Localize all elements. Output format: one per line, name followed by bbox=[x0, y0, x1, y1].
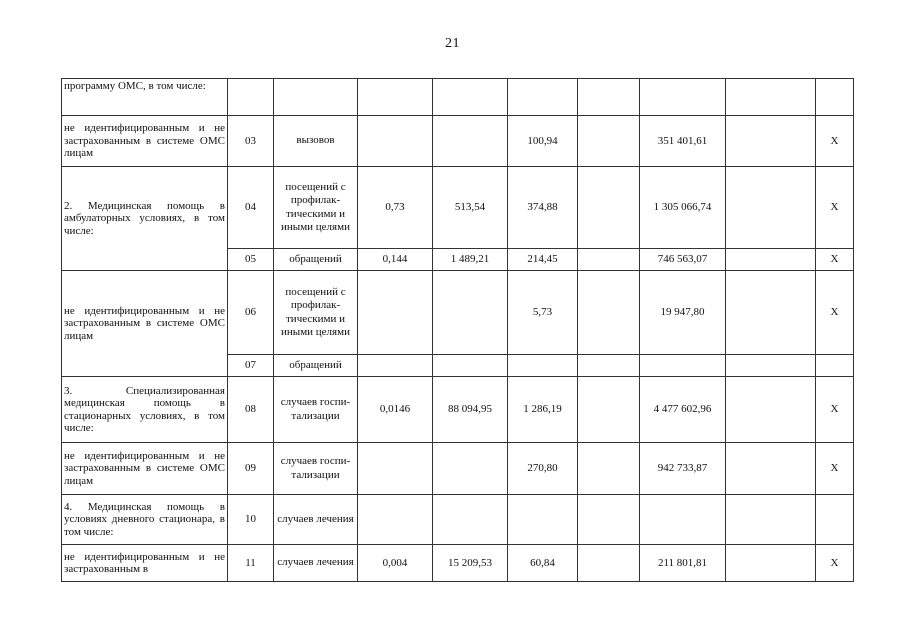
cell: 513,54 bbox=[433, 167, 508, 249]
cell bbox=[508, 495, 578, 545]
row-code: 11 bbox=[228, 545, 274, 582]
data-table bbox=[61, 78, 854, 582]
row-unit bbox=[274, 79, 358, 116]
row-name: не идентифицированным и не застрахованным в bbox=[62, 545, 228, 582]
cell: 60,84 bbox=[508, 545, 578, 582]
row-unit: случаев лечения bbox=[274, 495, 358, 545]
cell bbox=[578, 116, 640, 167]
row-code: 06 bbox=[228, 271, 274, 355]
row-unit: посещений с профилак-тическими и иными целями bbox=[274, 167, 358, 249]
cell: X bbox=[816, 377, 854, 443]
row-name: не идентифицированным и не застрахованным в системе ОМС лицам bbox=[62, 443, 228, 495]
table-row bbox=[62, 167, 854, 249]
cell bbox=[640, 79, 726, 116]
cell: 374,88 bbox=[508, 167, 578, 249]
cell bbox=[726, 116, 816, 167]
cell: 270,80 bbox=[508, 443, 578, 495]
cell: 1 489,21 bbox=[433, 249, 508, 271]
row-code: 07 bbox=[228, 355, 274, 377]
table-row bbox=[62, 545, 854, 582]
table-row bbox=[62, 79, 854, 116]
row-code bbox=[228, 79, 274, 116]
cell bbox=[578, 79, 640, 116]
cell bbox=[726, 355, 816, 377]
cell bbox=[726, 249, 816, 271]
cell bbox=[578, 545, 640, 582]
cell: X bbox=[816, 271, 854, 355]
row-name: не идентифицированным и не застрахованным в системе ОМС лицам bbox=[62, 116, 228, 167]
cell: 214,45 bbox=[508, 249, 578, 271]
cell bbox=[726, 167, 816, 249]
cell: 88 094,95 bbox=[433, 377, 508, 443]
row-name: программу ОМС, в том числе: bbox=[62, 79, 228, 116]
cell bbox=[508, 79, 578, 116]
table-row bbox=[62, 116, 854, 167]
row-unit: вызовов bbox=[274, 116, 358, 167]
cell bbox=[578, 167, 640, 249]
cell bbox=[433, 116, 508, 167]
row-code: 03 bbox=[228, 116, 274, 167]
row-name: 2. Медицинская помощь в амбулаторных условиях, в том числе: bbox=[62, 167, 228, 271]
table-row bbox=[62, 377, 854, 443]
cell bbox=[433, 271, 508, 355]
row-code: 04 bbox=[228, 167, 274, 249]
cell bbox=[508, 355, 578, 377]
cell: 19 947,80 bbox=[640, 271, 726, 355]
cell bbox=[358, 79, 433, 116]
row-unit: случаев госпи-тализации bbox=[274, 443, 358, 495]
cell bbox=[726, 377, 816, 443]
cell bbox=[726, 271, 816, 355]
cell bbox=[726, 545, 816, 582]
cell bbox=[578, 249, 640, 271]
cell: 211 801,81 bbox=[640, 545, 726, 582]
cell bbox=[640, 495, 726, 545]
cell: 1 286,19 bbox=[508, 377, 578, 443]
row-code: 08 bbox=[228, 377, 274, 443]
cell bbox=[358, 116, 433, 167]
table-row bbox=[62, 495, 854, 545]
cell: 351 401,61 bbox=[640, 116, 726, 167]
cell: 4 477 602,96 bbox=[640, 377, 726, 443]
cell: 1 305 066,74 bbox=[640, 167, 726, 249]
cell bbox=[358, 443, 433, 495]
row-name: 3. Специализированная медицинская помощь в стационарных условиях, в том числе: bbox=[62, 377, 228, 443]
cell bbox=[433, 79, 508, 116]
cell bbox=[726, 495, 816, 545]
cell: X bbox=[816, 545, 854, 582]
cell bbox=[578, 443, 640, 495]
cell bbox=[433, 495, 508, 545]
row-unit: посещений с профилак-тическими и иными целями bbox=[274, 271, 358, 355]
cell: 0,004 bbox=[358, 545, 433, 582]
row-unit: обращений bbox=[274, 249, 358, 271]
row-unit: обращений bbox=[274, 355, 358, 377]
cell bbox=[640, 355, 726, 377]
table-row bbox=[62, 271, 854, 355]
cell: 0,73 bbox=[358, 167, 433, 249]
cell bbox=[358, 495, 433, 545]
cell: 0,144 bbox=[358, 249, 433, 271]
table-row bbox=[62, 443, 854, 495]
cell bbox=[433, 443, 508, 495]
cell bbox=[816, 495, 854, 545]
cell: 942 733,87 bbox=[640, 443, 726, 495]
cell bbox=[578, 377, 640, 443]
cell bbox=[358, 271, 433, 355]
row-name: не идентифицированным и не застрахованным в системе ОМС лицам bbox=[62, 271, 228, 377]
cell bbox=[726, 79, 816, 116]
cell bbox=[358, 355, 433, 377]
row-unit: случаев лечения bbox=[274, 545, 358, 582]
cell: X bbox=[816, 116, 854, 167]
cell: 0,0146 bbox=[358, 377, 433, 443]
cell: 15 209,53 bbox=[433, 545, 508, 582]
cell: 5,73 bbox=[508, 271, 578, 355]
cell: X bbox=[816, 443, 854, 495]
cell: 100,94 bbox=[508, 116, 578, 167]
cell bbox=[816, 79, 854, 116]
cell bbox=[726, 443, 816, 495]
cell bbox=[816, 355, 854, 377]
row-code: 05 bbox=[228, 249, 274, 271]
row-code: 09 bbox=[228, 443, 274, 495]
page-number: 21 bbox=[445, 36, 460, 51]
cell bbox=[578, 495, 640, 545]
cell: X bbox=[816, 249, 854, 271]
cell bbox=[578, 271, 640, 355]
cell bbox=[433, 355, 508, 377]
row-name: 4. Медицинская помощь в условиях дневного стационара, в том числе: bbox=[62, 495, 228, 545]
row-unit: случаев госпи-тализации bbox=[274, 377, 358, 443]
cell: 746 563,07 bbox=[640, 249, 726, 271]
cell bbox=[578, 355, 640, 377]
cell: X bbox=[816, 167, 854, 249]
row-code: 10 bbox=[228, 495, 274, 545]
